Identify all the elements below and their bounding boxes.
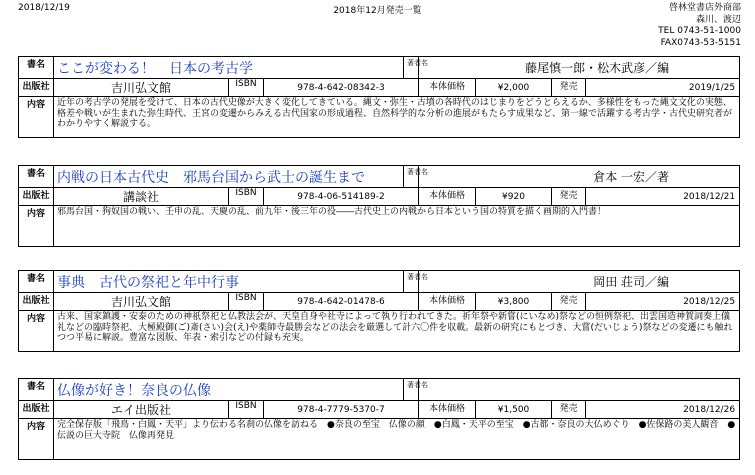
page-date: 2018/12/19: [18, 3, 70, 13]
book-isbn: 978-4-642-08342-3: [264, 79, 419, 97]
book-description: 古来、国家鎮護・安泰のための神祇祭祀と仏教法会が、天皇自身や社寺によって執り行われてきた。祈年祭や新嘗(にいなめ)祭などの恒例祭祀、出雲国造神賀詞奏上儀礼などの臨時祭祀、大極殿御(ご)斎(さい)会(え)や薬師寺最勝会などの法会を厳選して計六〇件を収載。最新の研究にもとづき、大嘗(だいじょう)祭などの変遷にも触れつつ平易に解説。豊富な図版、年表・索引などの付録も充実。: [54, 311, 740, 352]
price-label: 本体価格: [419, 79, 476, 97]
book-publisher: 吉川弘文館: [54, 79, 229, 97]
book-publisher: 吉川弘文館: [54, 293, 229, 311]
publisher-label: 出版社: [19, 188, 54, 206]
content-label: 内容: [19, 311, 54, 352]
book-title: 事典 古代の祭祀と年中行事: [54, 271, 404, 293]
book-title: 内戦の日本古代史 邪馬台国から武士の誕生まで: [54, 166, 404, 188]
content-label: 内容: [19, 419, 54, 460]
book-price: ¥2,000: [476, 79, 552, 97]
book-card: [18, 270, 739, 352]
price-label: 本体価格: [419, 401, 476, 419]
book-price: ¥920: [476, 188, 552, 206]
price-label: 本体価格: [419, 293, 476, 311]
book-publisher: エイ出版社: [54, 401, 229, 419]
book-isbn: 978-4-06-514189-2: [264, 188, 419, 206]
publisher-label: 出版社: [19, 79, 54, 97]
book-title-label: 書名: [19, 166, 54, 188]
publisher-label: 出版社: [19, 293, 54, 311]
book-title-label: 書名: [19, 379, 54, 401]
book-card: [18, 165, 739, 247]
publisher-contact-line: FAX0743-53-5151: [660, 37, 741, 48]
publisher-contact-line: 森川、渡辺: [695, 14, 741, 25]
book-card: [18, 378, 739, 460]
author-label: 著者名: [404, 379, 419, 401]
isbn-label: ISBN: [229, 293, 264, 311]
book-release-date: 2018/12/25: [586, 293, 740, 311]
book-author: [419, 379, 740, 401]
book-publisher: 講談社: [54, 188, 229, 206]
publisher-contact: [658, 3, 741, 49]
book-author: 岡田 荘司／編: [419, 271, 740, 293]
content-label: 内容: [19, 97, 54, 138]
publisher-label: 出版社: [19, 401, 54, 419]
book-card: [18, 56, 739, 138]
book-price: ¥1,500: [476, 401, 552, 419]
publisher-contact-line: 啓林堂書店外商部: [668, 3, 741, 13]
book-title-label: 書名: [19, 57, 54, 79]
release-label: 発売: [552, 401, 586, 419]
author-label: 著者名: [404, 57, 419, 79]
book-isbn: 978-4-642-01478-6: [264, 293, 419, 311]
book-title: 仏像が好き！奈良の仏像: [54, 379, 404, 401]
isbn-label: ISBN: [229, 79, 264, 97]
content-label: 内容: [19, 206, 54, 247]
book-description: 完全保存版「飛鳥・白鳳・天平」より伝わる名刹の仏像を訪ねる ●奈良の至宝 仏像の顔 ●白鳳・天平の至宝 ●古都・奈良の大仏めぐり ●佐保路の美人観音 ●伝説の巨大寺院 仏像再発見: [54, 419, 740, 460]
page-title: 2018年12月発売一覧: [333, 6, 422, 16]
book-release-date: 2018/12/21: [586, 188, 740, 206]
book-description: 近年の考古学の発展を受けて、日本の古代史像が大きく変化してきている。縄文・弥生・古墳の各時代のはじまりをどうとらえるか、多様性をもった縄文文化の実態、格差や戦いが生まれた弥生時代、王宮の変遷からみえる古代国家の形成過程、自然科学的な分析の進展がもたらす成果など、第一線で活躍する考古学・古代史研究者がわかりやすく解説する。: [54, 97, 740, 138]
publisher-contact-line: TEL 0743-51-1000: [658, 26, 741, 36]
book-author: 藤尾慎一郎・松木武彦／編: [419, 57, 740, 79]
release-label: 発売: [552, 79, 586, 97]
book-author: 倉本 一宏／著: [419, 166, 740, 188]
price-label: 本体価格: [419, 188, 476, 206]
release-label: 発売: [552, 293, 586, 311]
release-label: 発売: [552, 188, 586, 206]
book-price: ¥3,800: [476, 293, 552, 311]
book-release-date: 2019/1/25: [586, 79, 740, 97]
isbn-label: ISBN: [229, 401, 264, 419]
author-label: 著者名: [404, 166, 419, 188]
isbn-label: ISBN: [229, 188, 264, 206]
book-title-label: 書名: [19, 271, 54, 293]
author-label: 著者名: [404, 271, 419, 293]
book-release-date: 2018/12/26: [586, 401, 740, 419]
book-description: 邪馬台国・狗奴国の戦い、壬申の乱、天慶の乱、前九年・後三年の役――古代史上の内戦から日本という国の特質を描く画期的入門書！: [54, 206, 740, 247]
book-isbn: 978-4-7779-5370-7: [264, 401, 419, 419]
book-title: ここが変わる！ 日本の考古学: [54, 57, 404, 79]
